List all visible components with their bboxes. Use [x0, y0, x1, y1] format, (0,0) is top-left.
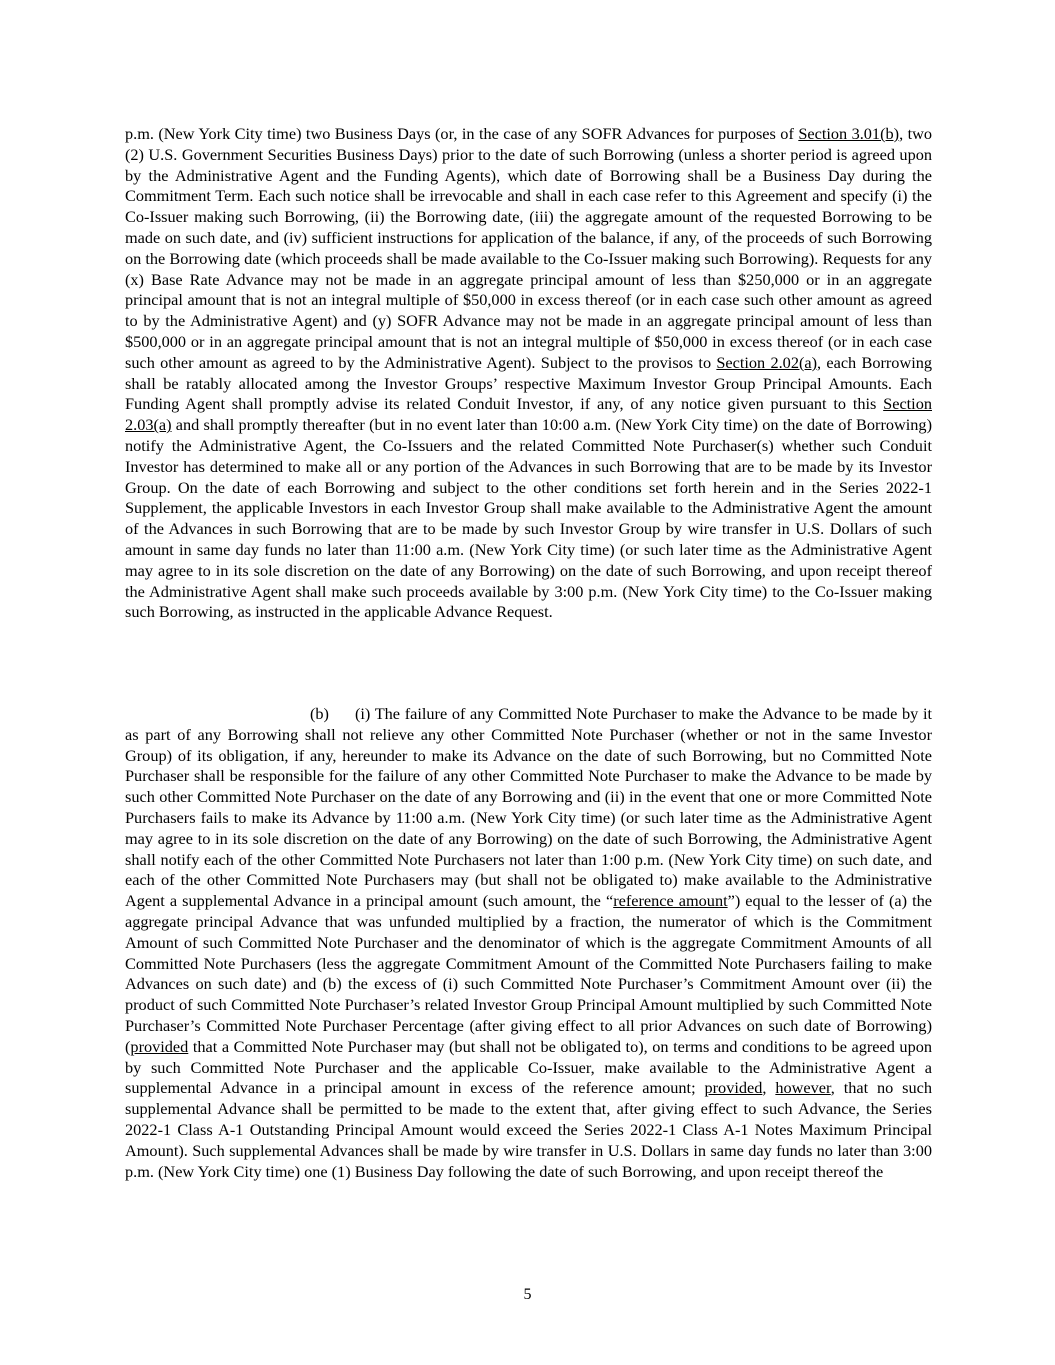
paragraph-b-text-3: that a Committed Note Purchaser may (but shall not be obligated to), on terms and conditions to be agreed upon by such Committed Note Purchaser and the applicable Co-Issuer, make available to the Administrative Agent a supplemental Advance in a principal amount in excess of the reference amount;	[125, 1036, 932, 1098]
defined-term-reference-amount: reference amount	[613, 891, 728, 911]
defined-term-however: however	[775, 1078, 831, 1098]
paragraph-b-label: (b)	[310, 704, 329, 723]
paragraph-a-text-2: , two (2) U.S. Government Securities Business Days) prior to the date of such Borrowing (unless a shorter period is agreed upon by the Administrative Agent and the Funding Agents), which date of Borrowing shall be a Business Day during the Commitment Term. Each such notice shall be irrevocable and shall in each case refer to this Agreement and specify (i) the Co-Issuer making such Borrowing, (ii) the Borrowing date, (iii) the aggregate amount of the requested Borrowing to be made on such date, and (iv) sufficient instructions for application of the balance, if any, of the proceeds of such Borrowing on the Borrowing date (which proceeds shall be made available to the Co-Issuer making such Borrowing). Requests for any (x) Base Rate Advance may not be made in an aggregate principal amount of less than $250,000 or in an aggregate principal amount that is not an integral multiple of $50,000 in excess thereof (or in each case such other amount as agreed to by the Administrative Agent) and (y) SOFR Advance may not be made in an aggregate principal amount of less than $500,000 or in an aggregate principal amount that is not an integral multiple of $50,000 in excess thereof (or in each case such other amount as agreed to by the Administrative Agent). Subject to the provisos to	[125, 124, 932, 372]
section-reference-link: Section 2.02(a)	[716, 352, 818, 372]
paragraph-b-text-5: , that no such supplemental Advance shall be permitted to be made to the extent that, after giving effect to such Advance, the Series 2022-1 Class A-1 Outstanding Principal Amount would exceed the Series 2022-1 Class A-1 Notes Maximum Principal Amount). Such supplemental Advances shall be made by wire transfer in U.S. Dollars in same day funds no later than 3:00 p.m. (New York City time) one (1) Business Day following the date of such Borrowing, and upon receipt thereof the	[125, 1078, 933, 1181]
paragraph-a-text-4: and shall promptly thereafter (but in no event later than 10:00 a.m. (New York City time) on the date of Borrowing) notify the Administrative Agent, the Co-Issuers and the related Committed Note Purchaser(s) whether such Conduit Investor has determined to make all or any portion of the Advances in such Borrowing that are to be made by its Investor Group. On the date of each Borrowing and subject to the other conditions set forth herein and in the Series 2022-1 Supplement, the applicable Investors in each Investor Group shall make available to the Administrative Agent the amount of the Advances in such Borrowing that are to be made by such Investor Group by wire transfer in U.S. Dollars of such amount in same day funds no later than 11:00 a.m. (New York City time) (or such later time as the Administrative Agent may agree to in its sole discretion on the date of any Borrowing) on the date of such Borrowing, and upon receipt thereof the Administrative Agent shall make such proceeds available by 3:00 p.m. (New York City time) to the Co-Issuer making such Borrowing, as instructed in the applicable Advance Request.	[125, 415, 932, 622]
paragraph-a-text-3: , each Borrowing shall be ratably allocated among the Investor Groups’ respective Maximum Investor Group Principal Amounts. Each Funding Agent shall promptly advise its related Conduit Investor, if any, of any notice given pursuant to this	[125, 352, 933, 414]
paragraph-b-text-2: ”) equal to the lesser of (a) the aggregate principal Advance that was unfunded multiplied by a fraction, the numerator of which is the Commitment Amount of such Committed Note Purchaser and the denominator of which is the aggregate Commitment Amounts of all Committed Note Purchasers (less the aggregate Commitment Amount of the Committed Note Purchasers failing to make Advances on such date) and (b) the excess of (i) such Committed Note Purchaser’s Commitment Amount over (ii) the product of such Committed Note Purchaser’s related Investor Group Principal Amount multiplied by such Committed Note Purchaser’s Committed Note Purchaser Percentage (after giving effect to all prior Advances on such date of Borrowing) (	[125, 891, 932, 1056]
paragraph-a	[125, 124, 932, 623]
section-reference-link: Section 3.01(b)	[798, 124, 900, 143]
paragraph-a-text-1: p.m. (New York City time) two Business Days (or, in the case of any SOFR Advances for purposes of	[125, 124, 799, 143]
paragraph-b-text-1: (i) The failure of any Committed Note Purchaser to make the Advance to be made by it as part of any Borrowing shall not relieve any other Committed Note Purchaser (whether or not in the same Investor Group) of its obligation, if any, hereunder to make its Advance on the date of such Borrowing, but no Committed Note Purchaser shall be responsible for the failure of any other Committed Note Purchaser to make the Advance to be made by such other Committed Note Purchaser on the date of any Borrowing and (ii) in the event that one or more Committed Note Purchasers fails to make its Advance by 11:00 a.m. (New York City time) (or such later time as the Administrative Agent may agree to in its sole discretion on the date of any Borrowing) on the date of such Borrowing, the Administrative Agent shall notify each of the other Committed Note Purchasers not later than 1:00 p.m. (New York City time) on such date, and each of the other Committed Note Purchasers may (but shall not be obligated to) make available to the Administrative Agent a supplemental Advance in a principal amount (such amount, the “	[125, 704, 932, 911]
paragraph-b-text-4: ,	[762, 1078, 776, 1098]
section-reference-link: Section 2.03(a)	[125, 394, 932, 435]
paragraph-b	[125, 704, 932, 1182]
page-number: 5	[523, 1286, 532, 1303]
defined-term-provided: provided	[704, 1078, 763, 1098]
defined-term-provided: provided	[130, 1036, 189, 1056]
